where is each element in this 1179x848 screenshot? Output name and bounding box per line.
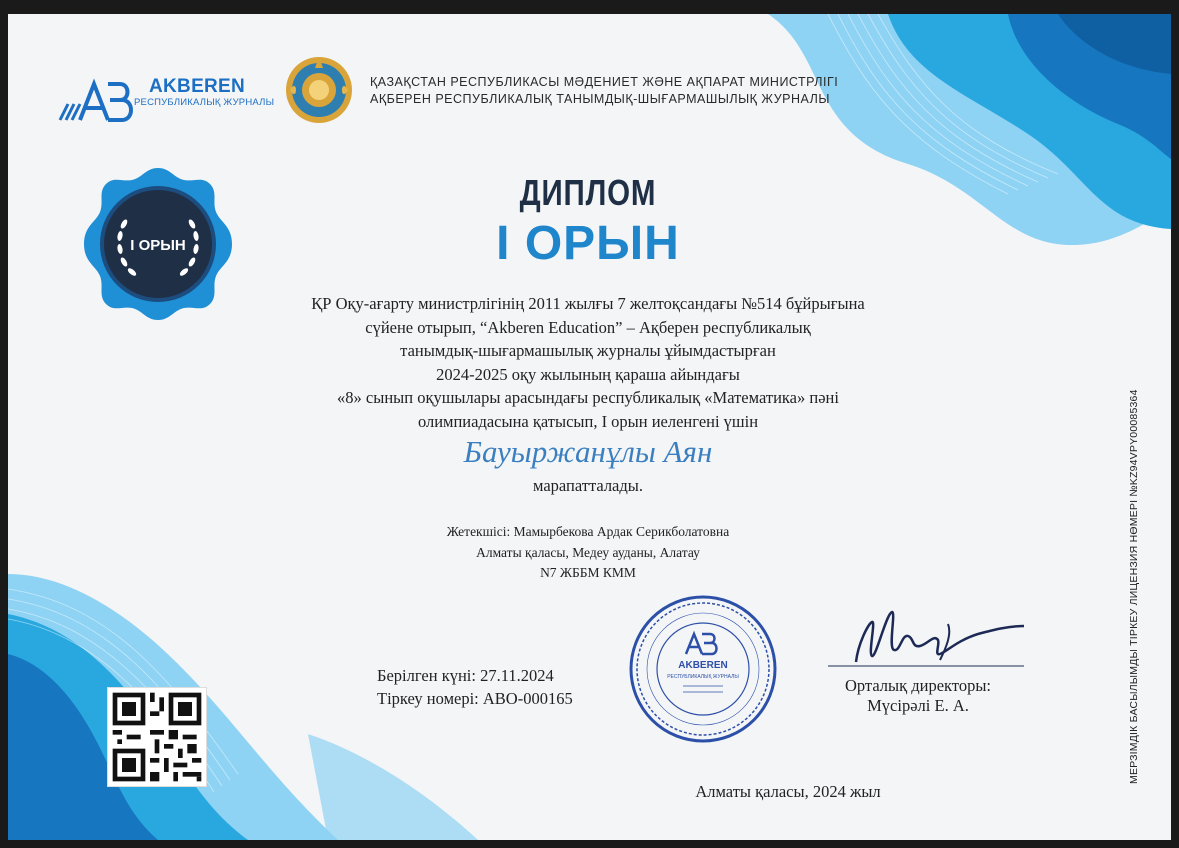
medal-label: I ОРЫН [130, 237, 186, 254]
director-title: Орталық директоры: [844, 676, 992, 695]
director-signature [828, 604, 1028, 674]
issue-info [377, 664, 573, 710]
stamp-name: AKBEREN [678, 660, 728, 671]
logo-subtitle: РЕСПУБЛИКАЛЫҚ ЖУРНАЛЫ [134, 97, 275, 108]
diploma-title: ДИПЛОМ [519, 172, 657, 213]
qr-code[interactable] [107, 687, 207, 787]
ministry-line: ҚАЗАҚСТАН РЕСПУБЛИКАСЫ МӘДЕНИЕТ ЖӘНЕ АҚПАРАТ МИНИСТРЛІГІ [370, 75, 839, 89]
awarded-text: марапатталады. [533, 476, 643, 495]
description-line: ҚР Оқу-ағарту министрлігінің 2011 жылғы 7 желтоқсандағы №514 бұйрығына [311, 294, 865, 313]
stamp-logo-icon [686, 634, 717, 654]
akberen-logo-icon [58, 76, 138, 126]
description-line: «8» сынып оқушылары арасындағы республикалық «Математика» пәні [337, 388, 839, 407]
supervisor-line: Алматы қаласы, Медеу ауданы, Алатау [476, 544, 700, 560]
director-name: Мүсірәлі Е. А. [867, 696, 969, 715]
recipient-name: Бауыржанұлы Аян [463, 434, 713, 469]
stamp-subtitle: РЕСПУБЛИКАЛЫҚ ЖУРНАЛЫ [667, 674, 739, 680]
supervisor-line: N7 ЖББМ КММ [540, 565, 636, 580]
journal-line: АҚБЕРЕН РЕСПУБЛИКАЛЫҚ ТАНЫМДЫҚ-ШЫҒАРМАШЫЛЫҚ ЖУРНАЛЫ [370, 92, 830, 106]
ministry-header [370, 74, 838, 108]
description-line: сүйене отырып, “Akberen Education” – Ақберен республикалық [365, 317, 811, 337]
qr-code-icon [108, 688, 206, 786]
supervisor-line: Жетекшісі: Мамырбекова Ардак Серикболатовна [446, 524, 730, 539]
state-emblem-icon [284, 54, 354, 126]
license-number: МЕРЗІМДІК БАСЫЛЫМДЫ ТІРКЕУ ЛИЦЕНЗИЯ НӨМЕРІ №KZ94VPY00085364 [1128, 389, 1140, 784]
description-line: 2024-2025 оқу жылының қараша айындағы [436, 364, 740, 384]
description-line: олимпиадасына қатысып, I орын иеленгені үшін [417, 411, 759, 431]
registration-number: Тіркеу номері: АВО-000165 [377, 689, 573, 708]
logo-name: AKBEREN [149, 76, 246, 97]
award-description [188, 292, 988, 433]
description-line: танымдық-шығармашылық журналы ұйымдастырған [400, 341, 776, 360]
place-title: I ОРЫН [496, 217, 680, 270]
issue-date: Берілген күні: 27.11.2024 [377, 666, 554, 685]
official-stamp [628, 594, 778, 744]
director-info [808, 676, 1028, 716]
diploma-frame [8, 14, 1171, 840]
city-year: Алматы қаласы, 2024 жыл [695, 782, 881, 801]
supervisor-info [338, 522, 838, 584]
